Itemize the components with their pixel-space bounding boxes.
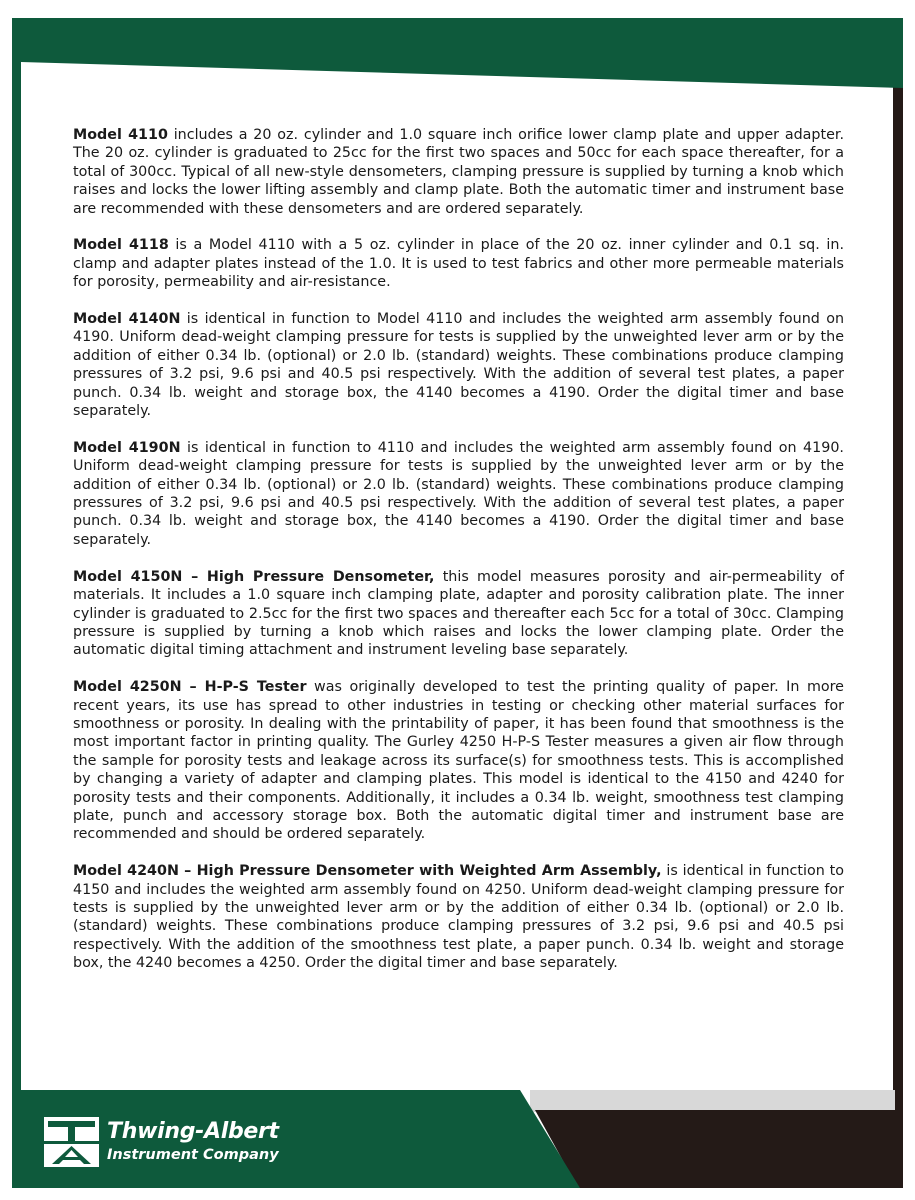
paragraph-body: is identical in function to Model 4110 and includes the weighted arm assembly found on 4190. Uniform dead-weight clamping pressure for tests is supplied by the unweighted lever arm or by the addition of either 0.34 lb. (optional) or 2.0 lb. (standard) weights. These combinations produce clamping pressures of 3.2 psi, 9.6 psi and 40.5 psi respectively. With the addition of several test plates, a paper punch. 0.34 lb. weight and storage box, the 4140 becomes a 4190. Order the digital timer and base separately.	[73, 311, 845, 420]
footer-dark-band	[535, 1110, 903, 1188]
paragraph-title: Model 4240N – High Pressure Densometer with Weighted Arm Assembly,	[73, 863, 662, 880]
paragraph-model-4150n	[73, 568, 844, 660]
paragraph-title: Model 4250N – H-P-S Tester	[73, 679, 307, 696]
paragraph-body: was originally developed to test the printing quality of paper. In more recent years, its use has spread to other industries in testing or checking other material surfaces for smoothness or porosity. In dealing with the printability of paper, it has been found that smoothness is the most important factor in printing quality. The Gurley 4250 H-P-S Tester measures a given air flow through the sample for porosity tests and leakage across its surface(s) for smoothness tests. This is accomplished by changing a variety of adapter and clamping plates. This model is identical to the 4150 and 4240 for porosity tests and their components. Additionally, it includes a 0.34 lb. weight, smoothness test clamping plate, punch and accessory storage box. Both the automatic digital timer and instrument base are recommended and should be ordered separately.	[73, 679, 844, 843]
paragraph-body: is identical in function to 4150 and includes the weighted arm assembly found on 4250. Uniform dead-weight clamping pressure for tests is supplied by the unweighted lever arm or by the addition of either 0.34 lb. (optional) or 2.0 lb. (standard) weights. These combinations produce clamping pressures of 3.2 psi, 9.6 psi and 40.5 psi respectively. With the addition of the smoothness test plate, a paper punch. 0.34 lb. weight and storage box, the 4240 becomes a 4250. Order the digital timer and base separately.	[73, 863, 844, 972]
company-name: Thwing-Albert	[107, 1119, 279, 1144]
footer-gray-strip	[530, 1090, 895, 1112]
company-logo	[44, 1117, 304, 1169]
company-subtitle: Instrument Company	[107, 1147, 279, 1163]
paragraph-model-4240n	[73, 862, 844, 972]
page-border-right-dark	[893, 85, 903, 1185]
paragraph-model-4250n	[73, 678, 844, 844]
thwing-albert-ta-logo-icon	[44, 1117, 99, 1167]
paragraph-title: Model 4118	[73, 237, 169, 254]
product-descriptions	[73, 126, 844, 991]
paragraph-model-4110	[73, 126, 844, 218]
paragraph-title: Model 4140N	[73, 311, 181, 328]
paragraph-body: this model measures porosity and air-permeability of materials. It includes a 1.0 square inch clamping plate, adapter and porosity calibration plate. The inner cylinder is graduated to 2.5cc for the first two spaces and thereafter each 5cc for a total of 30cc. Clamping pressure is supplied by turning a knob which raises and locks the lower clamping plate. Order the automatic digital timing attachment and instrument leveling base separately.	[73, 568, 844, 659]
paragraph-title: Model 4150N – High Pressure Densometer,	[73, 568, 435, 585]
paragraph-model-4190n	[73, 439, 844, 549]
paragraph-model-4118	[73, 236, 844, 291]
paragraph-body: is a Model 4110 with a 5 oz. cylinder in place of the 20 oz. inner cylinder and 0.1 sq. in. clamp and adapter plates instead of the 1.0. It is used to test fabrics and other more permeable materials for porosity, permeability and air-resistance.	[73, 237, 844, 291]
paragraph-model-4140n	[73, 310, 844, 420]
paragraph-title: Model 4190N	[73, 439, 181, 456]
paragraph-title: Model 4110	[73, 127, 168, 143]
paragraph-body: is identical in function to 4110 and includes the weighted arm assembly found on 4190. Uniform dead-weight clamping pressure for tests is supplied by the unweighted lever arm or by the addition of either 0.34 lb. (optional) or 2.0 lb. (standard) weights. These combinations produce clamping pressures of 3.2 psi, 9.6 psi and 40.5 psi respectively. With the addition of several test plates, a paper punch. 0.34 lb. weight and storage box, the 4140 becomes a 4190. Order the digital timer and base separately.	[73, 439, 844, 548]
paragraph-body: includes a 20 oz. cylinder and 1.0 square inch orifice lower clamp plate and upper adapter. The 20 oz. cylinder is graduated to 25cc for the first two spaces and 50cc for each space thereafter, for a total of 300cc. Typical of all new-style densometers, clamping pressure is supplied by turning a knob which raises and locks the lower lifting assembly and clamp plate. Both the automatic timer and instrument base are recommended with these densometers and are ordered separately.	[73, 127, 845, 217]
